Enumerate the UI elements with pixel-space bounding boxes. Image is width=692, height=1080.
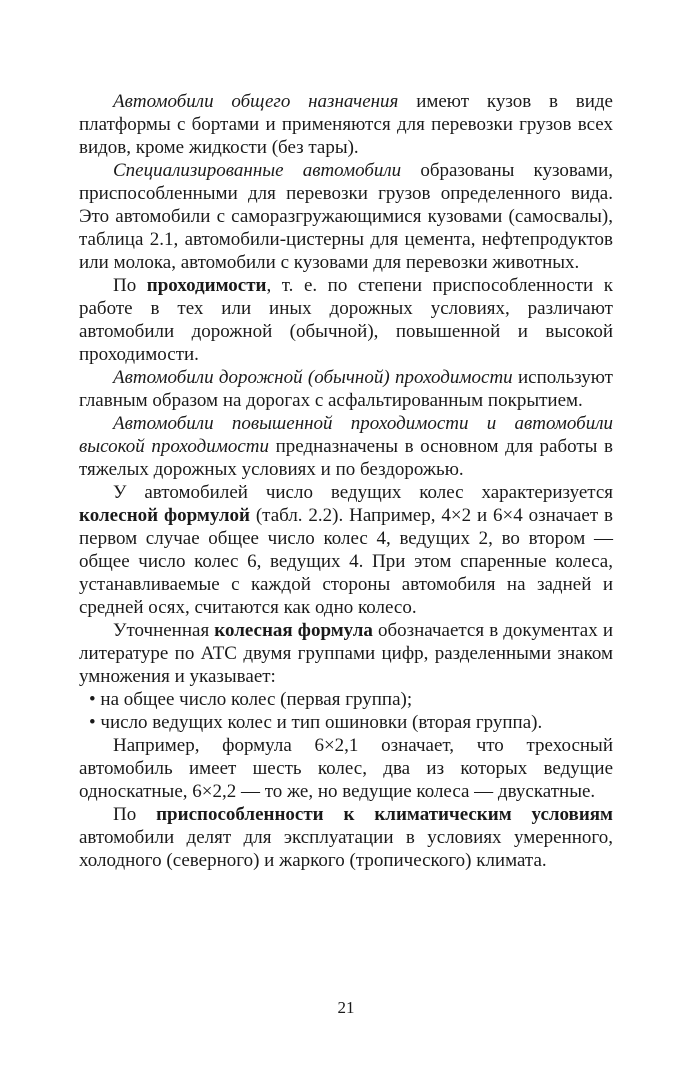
text-run: Автомобили общего назначения: [113, 91, 417, 112]
list-item: [79, 711, 613, 734]
paragraph: [79, 159, 613, 274]
text-run: автомобили делят для эксплуатации в условиях умеренного, холодного (северного) и жаркого (тропического) климата.: [79, 827, 613, 871]
text-block: [79, 90, 613, 872]
text-run: на общее число колес (первая группа);: [100, 689, 413, 710]
text-run: приспособленности к климатическим условиям: [156, 804, 613, 825]
text-run: По: [113, 804, 157, 825]
paragraph: [79, 619, 613, 688]
text-run: , т. е. по степени приспособленности к работе в тех или иных дорожных условиях, различают автомобили дорожной (обычной), повышенной и высокой проходимости.: [79, 275, 613, 365]
paragraph: [79, 803, 613, 872]
paragraph: [79, 274, 613, 366]
text-run: У автомобилей число ведущих колес характеризуется: [113, 482, 613, 503]
text-run: Например, формула 6×2,1 означает, что трехосный автомобиль имеет шесть колес, два из которых ведущие односкатные, 6×2,2 — то же, но ведущие колеса — двускатные.: [79, 735, 613, 802]
page-number: 21: [337, 998, 355, 1017]
text-run: обозначается в документах и литературе по АТС двумя группами цифр, разделенными знаком умножения и указывает:: [79, 620, 613, 687]
text-run: предназначены в основном для работы в тяжелых дорожных условиях и по бездорожью.: [79, 436, 613, 480]
text-run: используют главным образом на дорогах с асфальтированным покрытием.: [79, 367, 613, 411]
text-run: (табл. 2.2). Например, 4×2 и 6×4 означает в первом случае общее число колес 4, ведущих 2, во втором — общее число колес 6, ведущих 4. При этом спаренные колеса, устанавливаемые с каждой стороны автомобиля на задней и средней осях, считаются как одно колесо.: [79, 505, 613, 618]
paragraph: [79, 90, 613, 159]
paragraph: [79, 481, 613, 619]
bullet-icon: •: [89, 712, 101, 733]
paragraph: [79, 412, 613, 481]
text-run: По: [113, 275, 147, 296]
paragraph: [79, 366, 613, 412]
text-run: колесной формулой: [79, 505, 256, 526]
text-run: проходимости: [146, 275, 267, 296]
text-run: образованы кузовами, приспособленными для перевозки грузов определенного вида. Это автомобили с саморазгружающимися кузовами (самосвалы), таблица 2.1, автомобили-цистерны для цемента, нефтепродуктов или молока, автомобили с кузовами для перевозки животных.: [79, 160, 613, 273]
text-run: Уточненная: [113, 620, 215, 641]
paragraph: [79, 734, 613, 803]
text-run: Специализированные автомобили: [113, 160, 421, 181]
bullet-icon: •: [89, 689, 101, 710]
list-item: [79, 688, 613, 711]
text-run: Автомобили повышенной проходимости и автомобили высокой проходимости: [79, 413, 613, 457]
text-run: число ведущих колес и тип ошиновки (вторая группа).: [100, 712, 543, 733]
text-run: колесная формула: [214, 620, 378, 641]
text-run: имеют кузов в виде платформы с бортами и применяются для перевозки грузов всех видов, кроме жидкости (без тары).: [79, 91, 613, 158]
text-run: Автомобили дорожной (обычной) проходимости: [113, 367, 518, 388]
